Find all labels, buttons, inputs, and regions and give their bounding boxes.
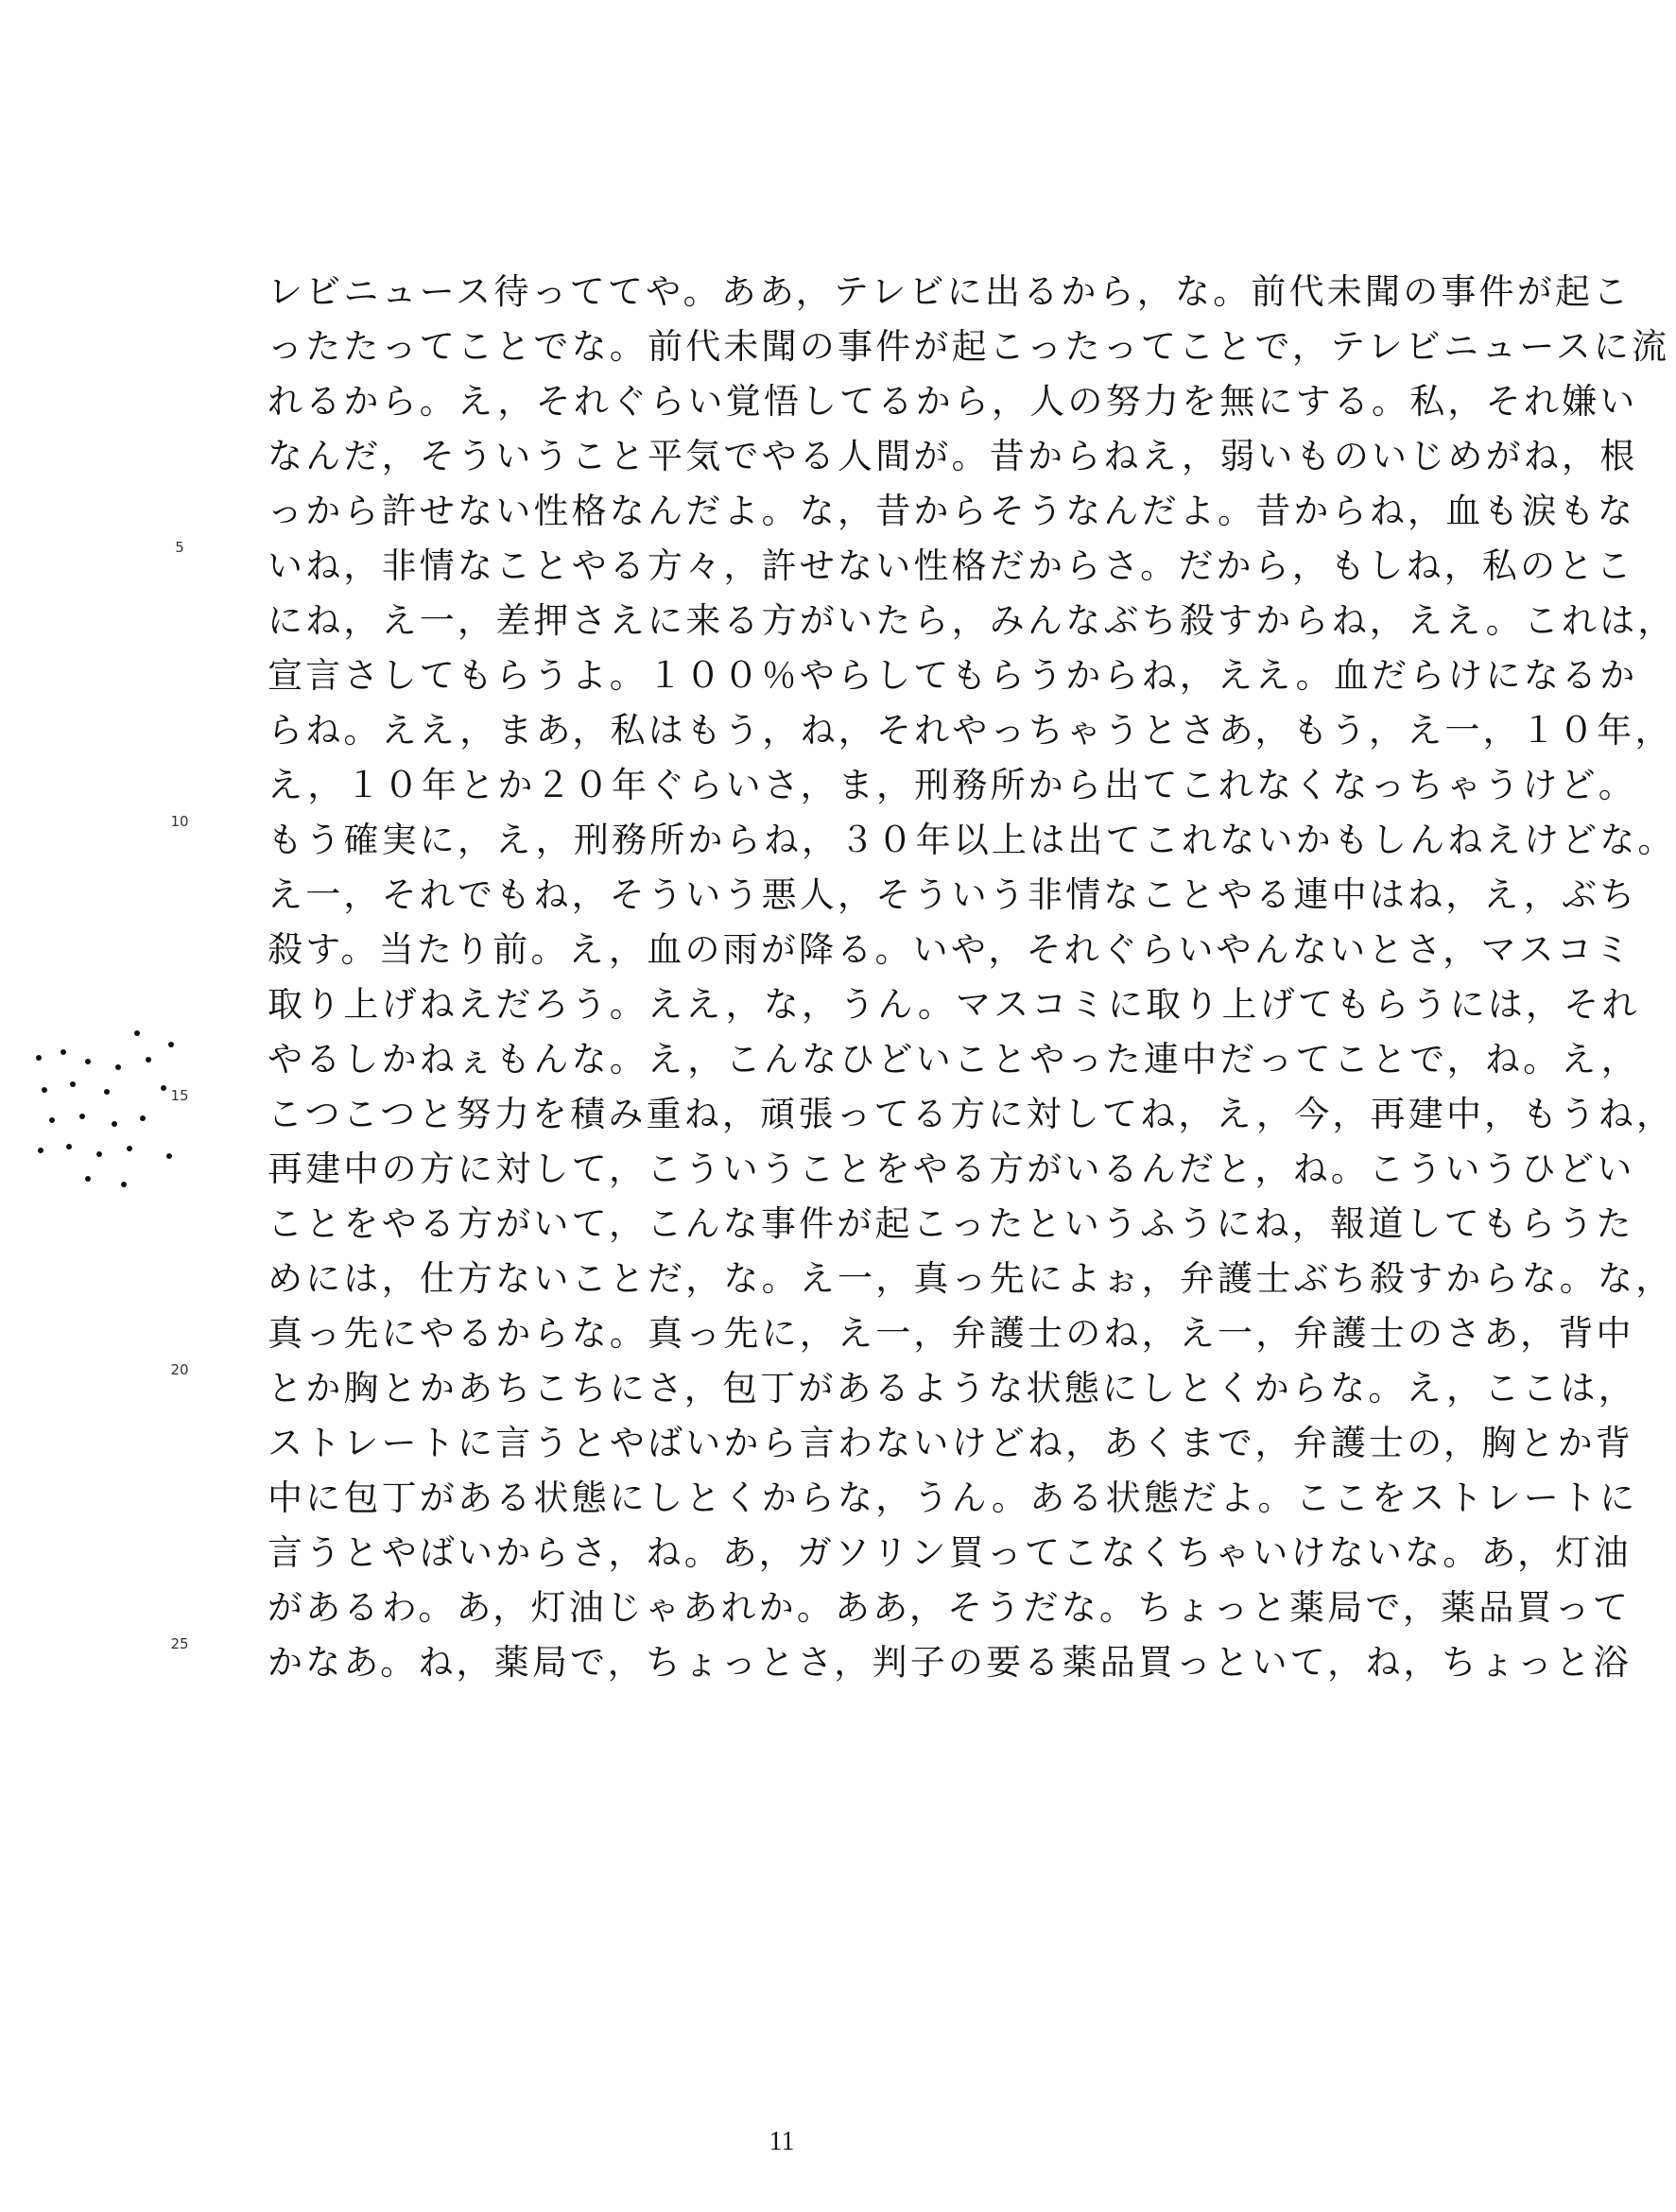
- binding-dot: [168, 1042, 174, 1047]
- binding-dot: [127, 1146, 132, 1151]
- binding-dot: [66, 1144, 72, 1149]
- binding-dot: [134, 1030, 140, 1036]
- text-line: があるわ。あ，灯油じゃあれか。ああ，そうだな。ちょっと薬局で，薬品買って: [268, 1587, 1632, 1628]
- text-line: 宣言さしてもらうよ。１００％やらしてもらうからね，ええ。血だらけになるか: [268, 655, 1638, 696]
- binding-dot: [70, 1081, 76, 1087]
- text-line: なんだ，そういうこと平気でやる人間が。昔からねえ，弱いものいじめがね，根: [268, 436, 1638, 476]
- binding-dots: [28, 1021, 189, 1191]
- text-line: ストレートに言うとやばいから言わないけどね，あくまで，弁護士の，胸とか背: [268, 1423, 1633, 1463]
- text-line: もう確実に，え，刑務所からね，３０年以上は出てこれないかもしんねえけどな。: [268, 820, 1676, 860]
- page-number: 11: [769, 2127, 795, 2156]
- text-line: 取り上げねえだろう。ええ，な，うん。マスコミに取り上げてもらうには，それ: [268, 984, 1640, 1025]
- line-number: 15: [170, 1087, 189, 1104]
- binding-dot: [60, 1049, 66, 1055]
- text-line: 再建中の方に対して，こういうことをやる方がいるんだと，ね。こういうひどい: [268, 1149, 1635, 1189]
- line-number: 5: [175, 539, 184, 556]
- text-line: かなあ。ね，薬局で，ちょっとさ，判子の要る薬品買っといて，ね，ちょっと浴: [268, 1642, 1632, 1683]
- binding-dot: [146, 1057, 151, 1063]
- text-line: え一，それでもね，そういう悪人，そういう非情なことやる連中はね，え，ぶち: [268, 874, 1638, 915]
- binding-dot: [49, 1117, 55, 1123]
- binding-dot: [85, 1059, 91, 1064]
- text-line: こつこつと努力を積み重ね，頑張ってる方に対してね，え，今，再建中，もうね，: [268, 1094, 1675, 1134]
- binding-dot: [115, 1064, 121, 1070]
- text-line: レビニュース待っててや。ああ，テレビに出るから，な。前代未聞の事件が起こ: [268, 271, 1632, 312]
- text-line: 真っ先にやるからな。真っ先に，え一，弁護士のね，え一，弁護士のさあ，背中: [268, 1313, 1634, 1354]
- body-text: [268, 265, 1676, 1690]
- line-number: 25: [170, 1635, 189, 1652]
- text-line: らね。ええ，まあ，私はもう，ね，それやっちゃうとさあ，もう，え一，１０年，: [268, 710, 1673, 751]
- text-line: 殺す。当たり前。え，血の雨が降る。いや，それぐらいやんないとさ，マスコミ: [268, 929, 1633, 970]
- text-line: っから許せない性格なんだよ。な，昔からそうなんだよ。昔からね，血も涙もな: [268, 491, 1636, 531]
- text-line: ったたってことでな。前代未聞の事件が起こったってことで，テレビニュースに流: [268, 326, 1670, 367]
- binding-dot: [38, 1148, 43, 1153]
- text-line: 中に包丁がある状態にしとくからな，うん。ある状態だよ。ここをストレートに: [268, 1478, 1638, 1518]
- binding-dot: [36, 1055, 42, 1061]
- binding-dot: [121, 1182, 127, 1187]
- line-number: 10: [170, 813, 189, 830]
- text-line: 言うとやばいからさ，ね。あ，ガソリン買ってこなくちゃいけないな。あ，灯油: [268, 1532, 1632, 1573]
- text-line: れるから。え，それぐらい覚悟してるから，人の努力を無にする。私，それ嫌い: [268, 381, 1638, 422]
- binding-dot: [96, 1151, 102, 1157]
- binding-dot: [140, 1115, 146, 1121]
- binding-dot: [161, 1085, 166, 1091]
- binding-dot: [79, 1114, 85, 1119]
- binding-dot: [166, 1153, 172, 1159]
- binding-dot: [42, 1087, 47, 1093]
- binding-dot: [104, 1089, 110, 1095]
- text-line: ことをやる方がいて，こんな事件が起こったというふうにね，報道してもらうた: [268, 1203, 1634, 1244]
- text-line: え，１０年とか２０年ぐらいさ，ま，刑務所から出てこれなくなっちゃうけど。: [268, 765, 1636, 805]
- binding-dot: [112, 1121, 117, 1127]
- text-line: とか胸とかあちこちにさ，包丁があるような状態にしとくからな。え，ここは，: [268, 1368, 1636, 1408]
- binding-dot: [85, 1176, 91, 1182]
- text-line: にね，え一，差押さえに来る方がいたら，みんなぶち殺すからね，ええ。これは，: [268, 600, 1676, 641]
- text-line: やるしかねぇもんな。え，こんなひどいことやった連中だってことで，ね。え，: [268, 1039, 1639, 1080]
- text-line: いね，非情なことやる方々，許せない性格だからさ。だから，もしね，私のとこ: [268, 545, 1634, 586]
- line-number: 20: [170, 1361, 189, 1378]
- text-line: めには，仕方ないことだ，な。え一，真っ先によぉ，弁護士ぶち殺すからな。な，: [268, 1258, 1674, 1299]
